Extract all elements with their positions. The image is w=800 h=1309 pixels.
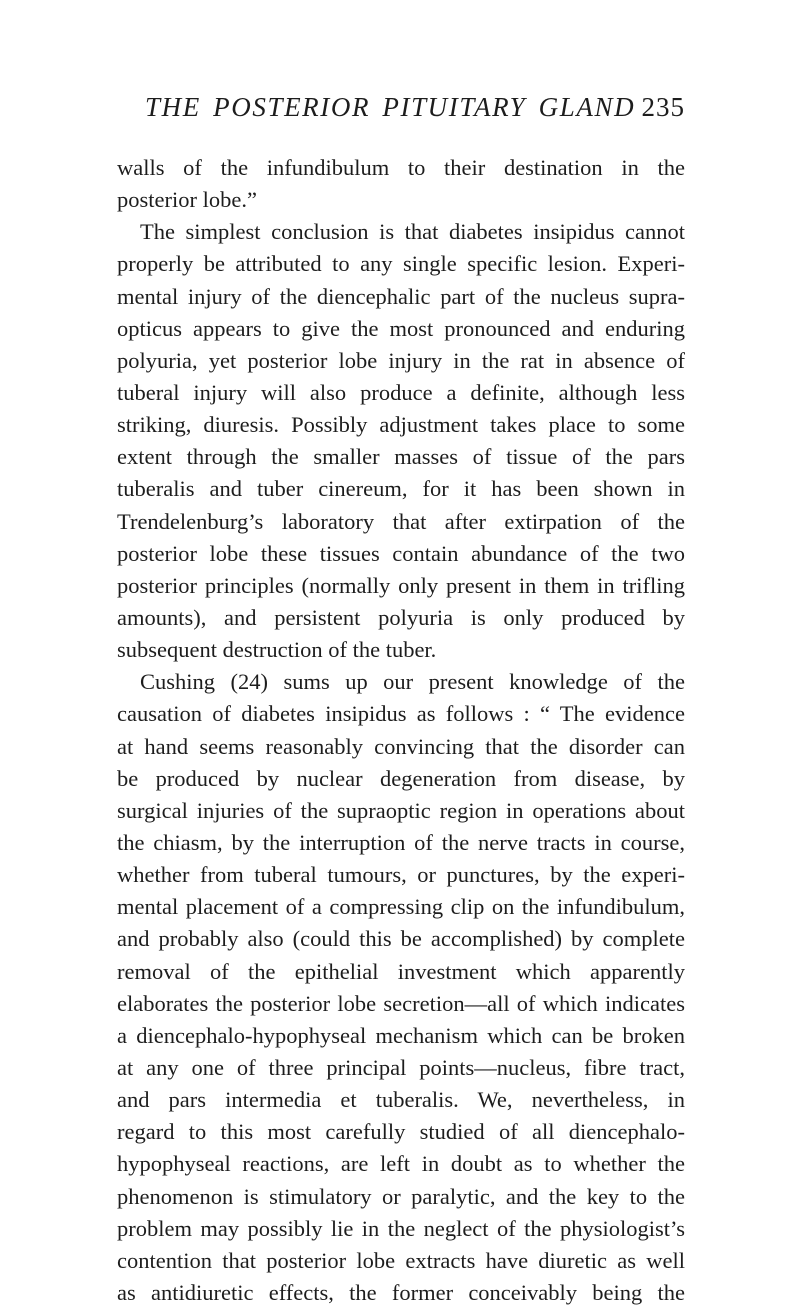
text-line: tuberalis and tuber cinereum, for it has been shown in	[117, 476, 685, 502]
text-line: mental injury of the diencephalic part of the nucleus supra-	[117, 283, 685, 309]
page-number: 235	[641, 92, 685, 122]
text-line: whether from tuberal tumours, or punctures, by the experi-	[117, 862, 685, 888]
text-line: tuberal injury will also produce a definite, although less	[117, 379, 685, 405]
text-line: and probably also (could this be accomplished) by complete	[117, 926, 685, 952]
text-line: surgical injuries of the supraoptic region in operations about	[117, 797, 685, 823]
text-line: removal of the epithelial investment which apparently	[117, 958, 685, 984]
text-line: a diencephalo-hypophyseal mechanism which can be broken	[117, 1022, 685, 1048]
running-head	[145, 92, 685, 132]
text-line: Cushing (24) sums up our present knowledge of the	[140, 669, 685, 695]
text-line: polyuria, yet posterior lobe injury in the rat in absence of	[117, 347, 685, 373]
text-line: phenomenon is stimulatory or paralytic, and the key to the	[117, 1183, 685, 1209]
text-line: striking, diuresis. Possibly adjustment takes place to some	[117, 412, 685, 438]
text-line: the chiasm, by the interruption of the nerve tracts in course,	[117, 829, 685, 855]
running-head-title: THE POSTERIOR PITUITARY GLAND	[145, 92, 636, 122]
text-line: subsequent destruction of the tuber.	[117, 637, 437, 663]
text-line: walls of the infundibulum to their destination in the	[117, 155, 685, 180]
text-line: hypophyseal reactions, are left in doubt as to whether the	[117, 1151, 685, 1177]
text-line: The simplest conclusion is that diabetes insipidus cannot	[140, 219, 685, 245]
text-line: regard to this most carefully studied of all diencephalo-	[117, 1119, 685, 1145]
text-line: at hand seems reasonably convincing that the disorder can	[117, 733, 685, 759]
text-line: as antidiuretic effects, the former conceivably being the	[117, 1279, 685, 1305]
text-line: problem may possibly lie in the neglect of the physiologist’s	[117, 1215, 685, 1241]
text-line: posterior lobe.”	[117, 187, 257, 213]
text-line: extent through the smaller masses of tissue of the pars	[117, 444, 685, 470]
text-line: mental placement of a compressing clip on the infundibulum,	[117, 894, 685, 920]
text-line: properly be attributed to any single specific lesion. Experi-	[117, 251, 685, 277]
text-line: be produced by nuclear degeneration from disease, by	[117, 765, 685, 791]
text-line: opticus appears to give the most pronounced and enduring	[117, 315, 685, 341]
text-line: Trendelenburg’s laboratory that after extirpation of the	[117, 508, 685, 534]
text-line: posterior lobe these tissues contain abundance of the two	[117, 540, 685, 566]
text-line: contention that posterior lobe extracts have diuretic as well	[117, 1247, 685, 1273]
body-text	[117, 152, 685, 1309]
text-line: amounts), and persistent polyuria is only produced by	[117, 604, 685, 630]
text-line: at any one of three principal points—nucleus, fibre tract,	[117, 1054, 685, 1080]
text-line: posterior principles (normally only present in them in trifling	[117, 572, 685, 598]
text-line: and pars intermedia et tuberalis. We, nevertheless, in	[117, 1087, 685, 1113]
text-line: elaborates the posterior lobe secretion—all of which indicates	[117, 990, 685, 1016]
text-line: causation of diabetes insipidus as follows : “ The evidence	[117, 701, 685, 727]
